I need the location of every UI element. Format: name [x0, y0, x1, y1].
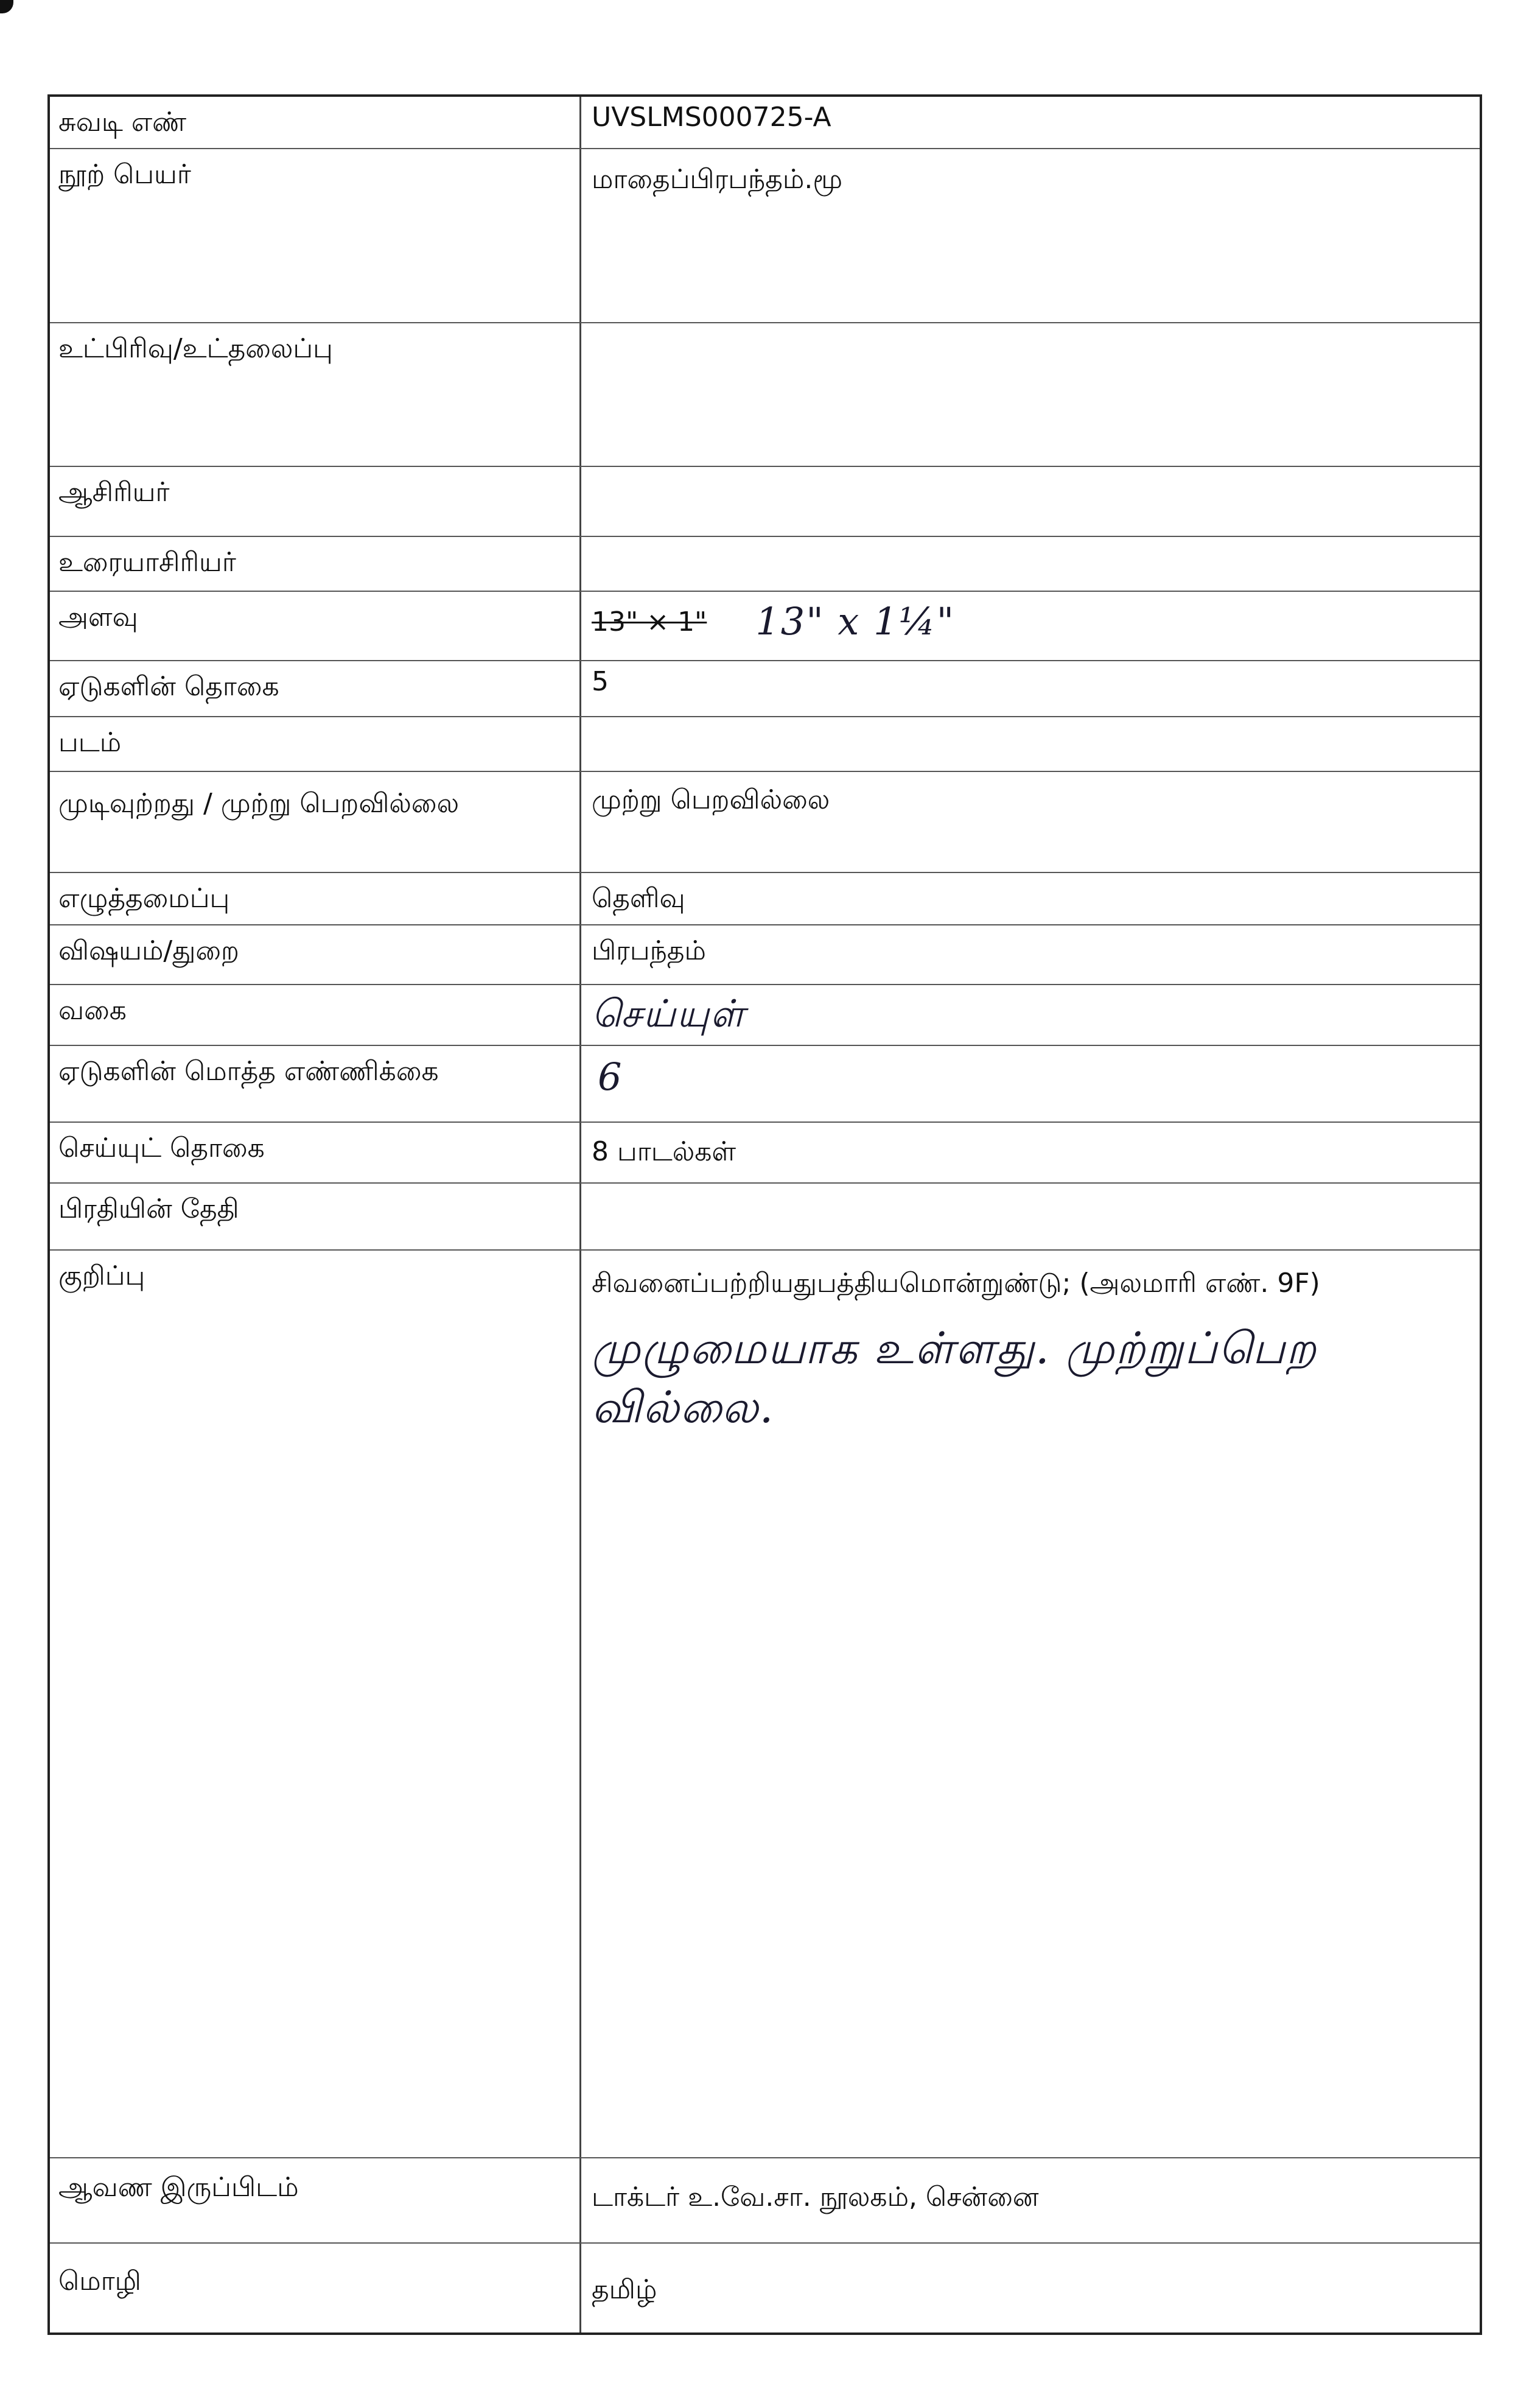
manuscript-record-table: [47, 94, 1482, 2335]
row-size: [50, 592, 1480, 661]
row-verse-count: [50, 1123, 1480, 1184]
scan-corner-mark: [0, 0, 13, 13]
value-book-title: மாதைப்பிரபந்தம்.மூ: [592, 164, 843, 195]
row-manuscript-number: [50, 97, 1480, 149]
row-subdivision: [50, 323, 1480, 467]
value-size: [592, 594, 1468, 649]
row-completion: [50, 772, 1480, 873]
row-author: [50, 467, 1480, 537]
value-type-handwritten: செய்யுள்: [592, 991, 746, 1036]
row-leaf-count: [50, 661, 1480, 717]
row-commentator: [50, 537, 1480, 592]
value-language: தமிழ்: [592, 2274, 657, 2305]
size-struck-text: 13" × 1": [592, 606, 707, 637]
label-book-title: நூற் பெயர்: [58, 159, 191, 190]
label-completion: முடிவுற்றது / முற்று பெறவில்லை: [58, 788, 460, 819]
row-repository: [50, 2158, 1480, 2244]
row-book-title: [50, 149, 1480, 323]
label-author: ஆசிரியர்: [58, 477, 170, 508]
row-script: [50, 873, 1480, 925]
label-size: அளவு: [58, 602, 138, 633]
value-leaf-count: 5: [592, 666, 609, 697]
value-total-leaves-handwritten: 6: [598, 1055, 623, 1099]
value-repository: டாக்டர் உ.வே.சா. நூலகம், சென்னை: [592, 2182, 1039, 2213]
note-handwritten: முழுமையாக உள்ளது. முற்றுப்பெற வில்லை.: [592, 1322, 1318, 1433]
label-picture: படம்: [58, 727, 122, 758]
label-manuscript-number: சுவடி எண்: [58, 107, 187, 138]
value-manuscript-number: UVSLMS000725-A: [592, 102, 831, 133]
label-copy-date: பிரதியின் தேதி: [58, 1193, 239, 1224]
row-copy-date: [50, 1184, 1480, 1251]
label-commentator: உரையாசிரியர்: [58, 547, 236, 578]
value-note: [592, 1257, 1468, 1437]
value-script: தெளிவு: [592, 883, 685, 914]
note-typed-text: சிவனைப்பற்றியதுபத்தியமொன்றுண்டு; (அலமாரி எண். 9F): [592, 1268, 1320, 1299]
row-subject: [50, 925, 1480, 985]
label-leaf-count: ஏடுகளின் தொகை: [58, 671, 279, 702]
value-subject: பிரபந்தம்: [592, 935, 706, 966]
label-type: வகை: [58, 995, 127, 1026]
row-note: [50, 1251, 1480, 2158]
value-completion: முற்று பெறவில்லை: [592, 784, 830, 815]
row-language: [50, 2244, 1480, 2335]
label-note: குறிப்பு: [58, 1260, 145, 1291]
row-picture: [50, 717, 1480, 772]
row-total-leaves: [50, 1046, 1480, 1123]
label-language: மொழி: [58, 2266, 141, 2297]
label-repository: ஆவண இருப்பிடம்: [58, 2172, 299, 2203]
label-total-leaves: ஏடுகளின் மொத்த எண்ணிக்கை: [58, 1056, 439, 1087]
size-handwritten: 13" x 1¼": [755, 599, 956, 644]
label-subject: விஷயம்/துறை: [58, 935, 239, 966]
label-subdivision: உட்பிரிவு/உட்தலைப்பு: [58, 333, 333, 364]
value-verse-count: 8 பாடல்கள்: [592, 1136, 736, 1167]
label-script: எழுத்தமைப்பு: [58, 883, 230, 914]
row-type: [50, 985, 1480, 1046]
label-verse-count: செய்யுட் தொகை: [58, 1132, 265, 1164]
